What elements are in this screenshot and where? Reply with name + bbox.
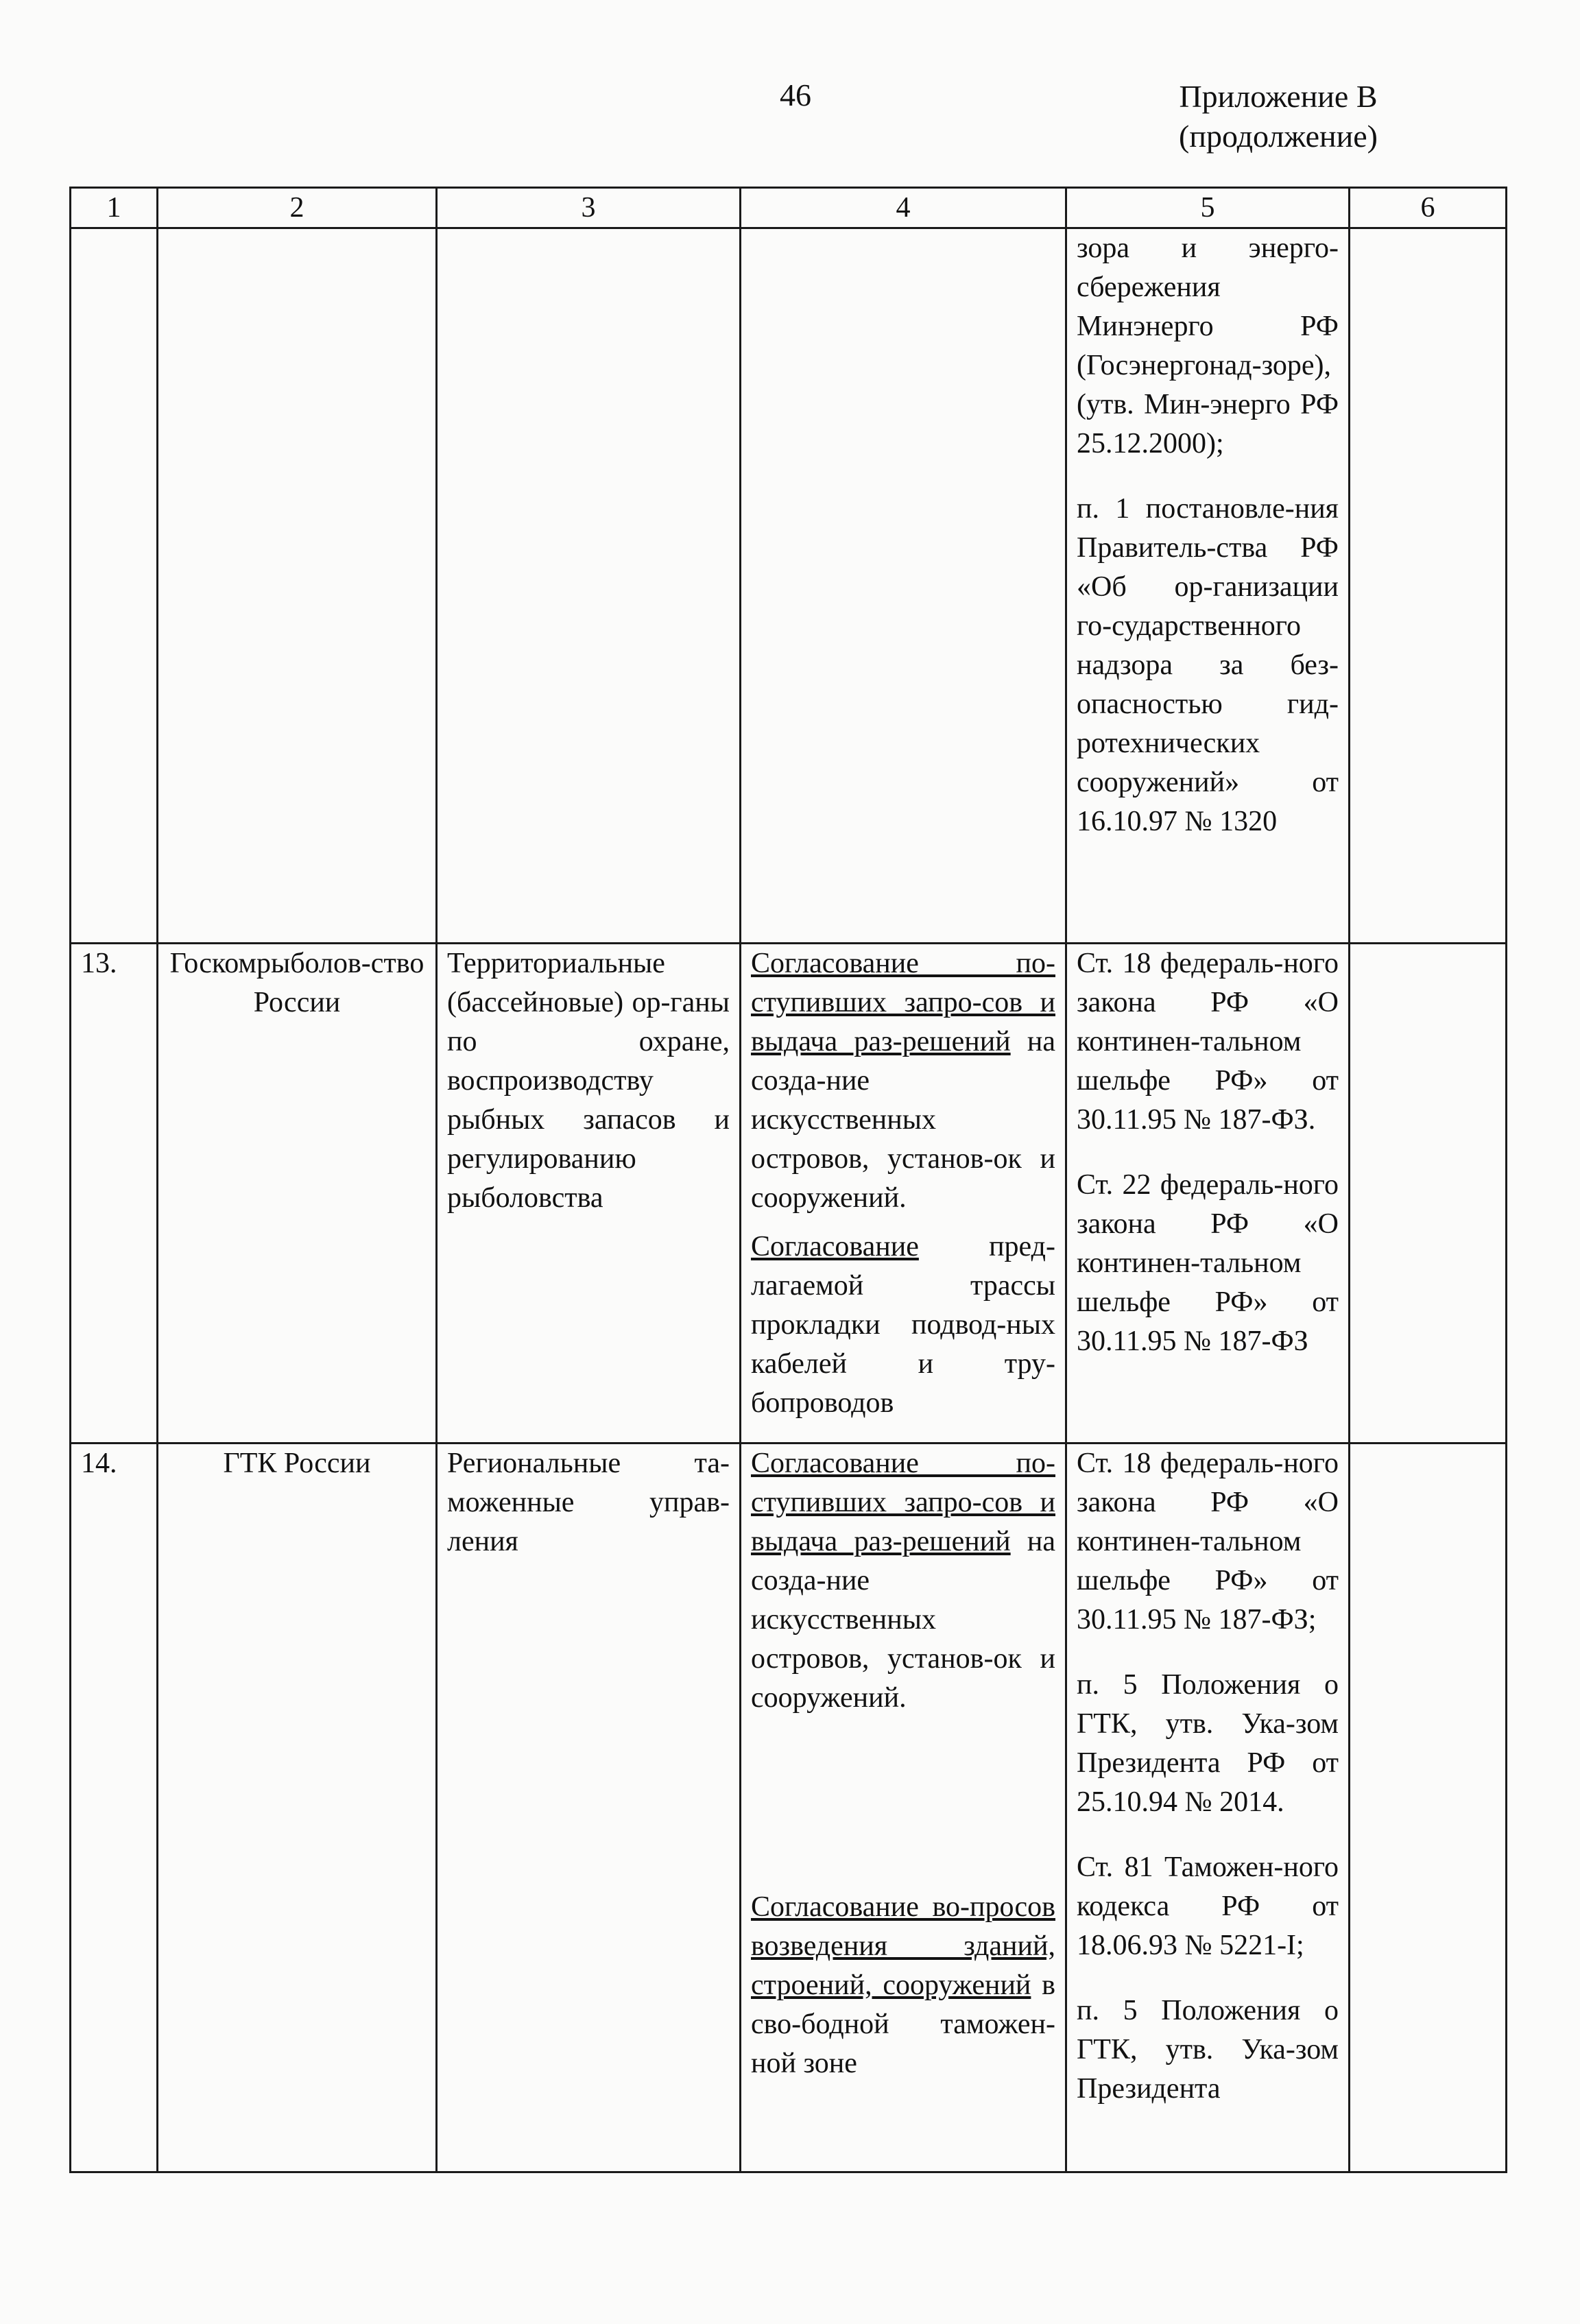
activity-text bbox=[751, 1227, 1055, 1423]
cell-empty bbox=[71, 228, 158, 944]
activity-underlined: Согласование по-ступивших запро-сов и выдача раз-решений bbox=[751, 1448, 1055, 1557]
table-row bbox=[71, 1443, 1507, 2172]
activity-rest: на созда-ние искусственных островов, установ-ок и сооружений. bbox=[751, 1526, 1056, 1714]
cell-empty bbox=[1350, 1443, 1507, 2172]
regional-body: Региональные та-моженные управ-ления bbox=[437, 1443, 741, 2172]
legal-basis-text: Ст. 81 Таможен-ного кодекса РФ от 18.06.93 № 5221-I; bbox=[1077, 1852, 1339, 1961]
legal-basis-text: Ст. 18 федераль-ного закона РФ «О континен-тальном шельфе РФ» от 30.11.95 № 187-ФЗ. bbox=[1077, 948, 1339, 1136]
activity-text bbox=[751, 1888, 1055, 2083]
appendix-continuation: (продолжение) bbox=[1179, 119, 1378, 154]
agency-name: ГТК России bbox=[158, 1443, 437, 2172]
activity-underlined: Согласование во-просов возведения зданий, строений, сооружений bbox=[751, 1891, 1055, 2001]
row-number: 14. bbox=[71, 1443, 158, 2172]
column-header-2: 2 bbox=[158, 188, 437, 228]
activities-cell bbox=[741, 1443, 1066, 2172]
column-header-4: 4 bbox=[741, 188, 1066, 228]
column-header-6: 6 bbox=[1350, 188, 1507, 228]
column-header-1: 1 bbox=[71, 188, 158, 228]
activities-cell bbox=[741, 944, 1066, 1443]
regulation-table bbox=[69, 187, 1507, 2173]
regional-body: Территориальные (бассейновые) ор-ганы по охране, воспроизводству рыбных запасов и регулированию рыболовства bbox=[437, 944, 741, 1443]
activity-rest: в сво-бодной таможен-ной зоне bbox=[751, 1969, 1055, 2079]
cell-empty bbox=[158, 228, 437, 944]
legal-basis-text: зора и энерго-сбережения Минэнерго РФ (Госэнергонад-зоре), (утв. Мин-энерго РФ 25.12.2000); bbox=[1077, 232, 1339, 459]
column-header-5: 5 bbox=[1066, 188, 1350, 228]
legal-basis-text: п. 5 Положения о ГТК, утв. Ука-зом Президента bbox=[1077, 1995, 1339, 2105]
activity-text bbox=[751, 1444, 1055, 1718]
cell-empty bbox=[1350, 944, 1507, 1443]
table-row bbox=[71, 944, 1507, 1443]
column-header-3: 3 bbox=[437, 188, 741, 228]
legal-basis-text: п. 5 Положения о ГТК, утв. Ука-зом Президента РФ от 25.10.94 № 2014. bbox=[1077, 1669, 1339, 1818]
legal-basis-cell bbox=[1066, 944, 1350, 1443]
activity-underlined: Согласование по-ступивших запро-сов и выдача раз-решений bbox=[751, 948, 1055, 1057]
cell-empty bbox=[437, 228, 741, 944]
legal-basis-text: Ст. 18 федераль-ного закона РФ «О континен-тальном шельфе РФ» от 30.11.95 № 187-ФЗ; bbox=[1077, 1448, 1339, 1636]
page-number: 46 bbox=[780, 77, 811, 112]
appendix-title: Приложение В bbox=[1179, 79, 1378, 114]
activity-rest: на созда-ние искусственных островов, установ-ок и сооружений. bbox=[751, 1026, 1056, 1214]
cell-empty bbox=[1350, 228, 1507, 944]
legal-basis-cell bbox=[1066, 1443, 1350, 2172]
activity-text bbox=[751, 944, 1055, 1218]
column-number-row bbox=[71, 188, 1507, 228]
activity-rest: пред-лагаемой трассы прокладки подвод-ных кабелей и тру-бопроводов bbox=[751, 1231, 1055, 1419]
row-number: 13. bbox=[71, 944, 158, 1443]
legal-basis-cell bbox=[1066, 228, 1350, 944]
table-row-continuation bbox=[71, 228, 1507, 944]
activity-underlined: Согласование bbox=[751, 1231, 919, 1262]
agency-name: Госкомрыболов-ство России bbox=[158, 944, 437, 1443]
legal-basis-text: п. 1 постановле-ния Правитель-ства РФ «Об ор-ганизации го-сударственного надзора за без-опасностью гид-ротехнических сооружений» от 16.10.97 № 1320 bbox=[1077, 493, 1339, 837]
legal-basis-text: Ст. 22 федераль-ного закона РФ «О континен-тальном шельфе РФ» от 30.11.95 № 187-ФЗ bbox=[1077, 1169, 1339, 1357]
appendix-label bbox=[1086, 77, 1470, 156]
cell-empty bbox=[741, 228, 1066, 944]
